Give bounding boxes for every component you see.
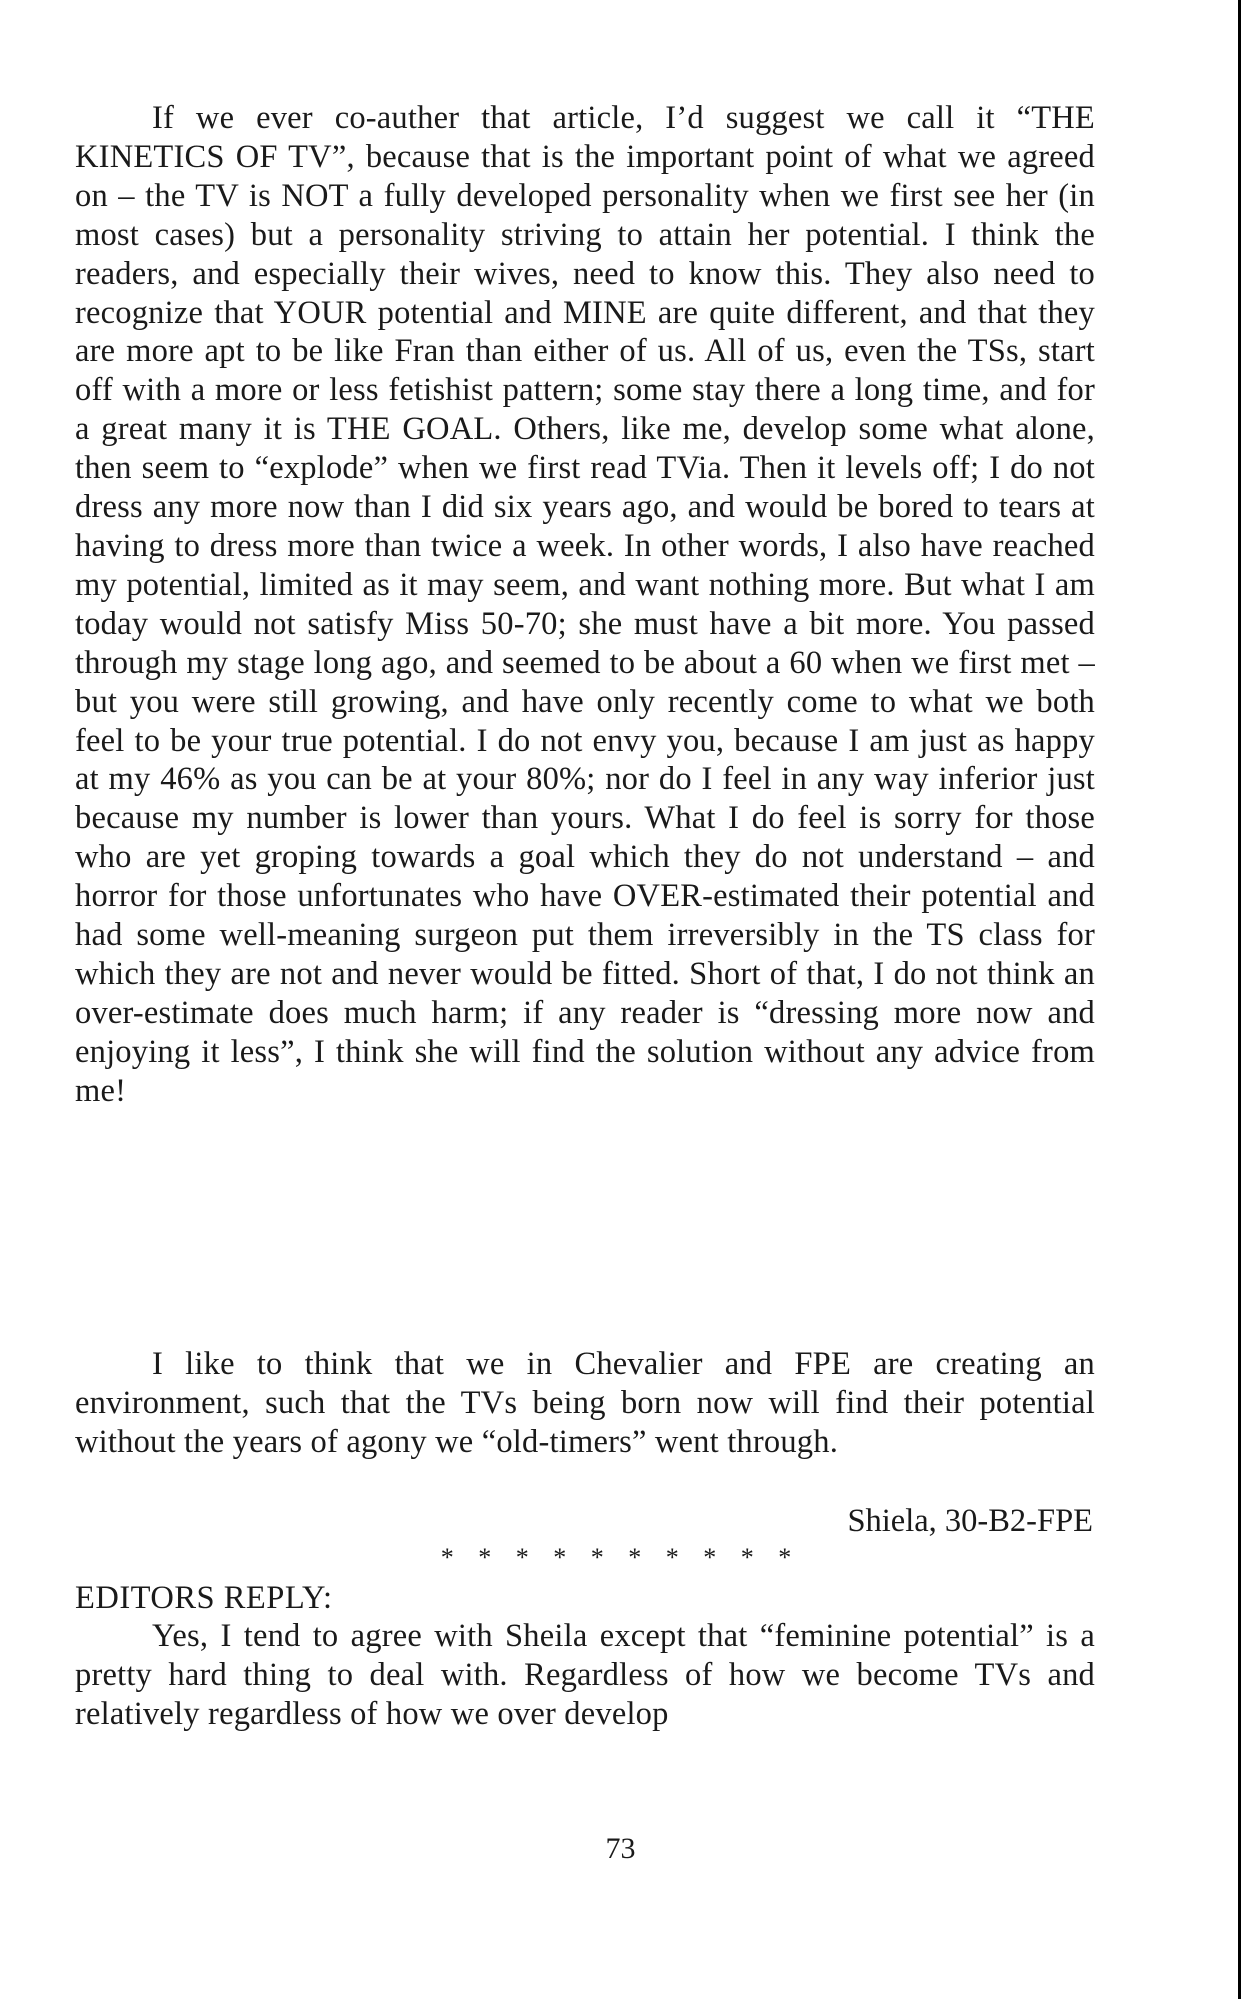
editors-reply-paragraph: [75, 1617, 1095, 1734]
page-number: 73: [605, 1832, 636, 1865]
letter-paragraph-1: [75, 99, 1095, 1111]
paragraph-text: I like to think that we in Chevalier and FPE are creating an environment, such that the TVs being born now will find their potential without the years of agony we “old-timers” went through.: [75, 1346, 1095, 1460]
paragraph-text: Yes, I tend to agree with Sheila except that “feminine potential” is a pretty hard thing to deal with. Regardless of how we become TVs and relatively regardless of how we over develop: [75, 1618, 1095, 1732]
letter-paragraph-2: [75, 1345, 1095, 1462]
editors-reply-heading: EDITORS REPLY:: [75, 1580, 333, 1616]
paragraph-text: If we ever co-auther that article, I’d suggest we call it “THE KINETICS OF TV”, because that is the important point of what we agreed on – the TV is NOT a fully developed personality when we first see her (in most cases) but a personality striving to attain her potential. I think the readers, and especially their wives, need to know this. They also need to recognize that YOUR potential and MINE are quite different, and that they are more apt to be like Fran than either of us. All of us, even the TSs, start off with a more or less fetishist pattern; some stay there a long time, and for a great many it is THE GOAL. Others, like me, develop some what alone, then seem to “explode” when we first read TVia. Then it levels off; I do not dress any more now than I did six years ago, and would be bored to tears at having to dress more than twice a week. In other words, I also have reached my potential, limited as it may seem, and want nothing more. But what I am today would not satisfy Miss 50-70; she must have a bit more. You passed through my stage long ago, and seemed to be about a 60 when we first met – but you were still growing, and have only recently come to what we both feel to be your true potential. I do not envy you, because I am just as happy at my 46% as you can be at your 80%; nor do I feel in any way inferior just because my number is lower than yours. What I do feel is sorry for those who are yet groping towards a goal which they do not understand – and horror for those unfortunates who have OVER-estimated their potential and had some well-meaning surgeon put them irreversibly in the TS class for which they are not and never would be fitted. Short of that, I do not think an over-estimate does much harm; if any reader is “dressing more now and enjoying it less”, I think she will find the solution without any advice from me!: [75, 100, 1095, 1109]
section-divider: * * * * * * * * * *: [440, 1543, 801, 1572]
letter-signature: Shiela, 30-B2-FPE: [847, 1503, 1093, 1539]
